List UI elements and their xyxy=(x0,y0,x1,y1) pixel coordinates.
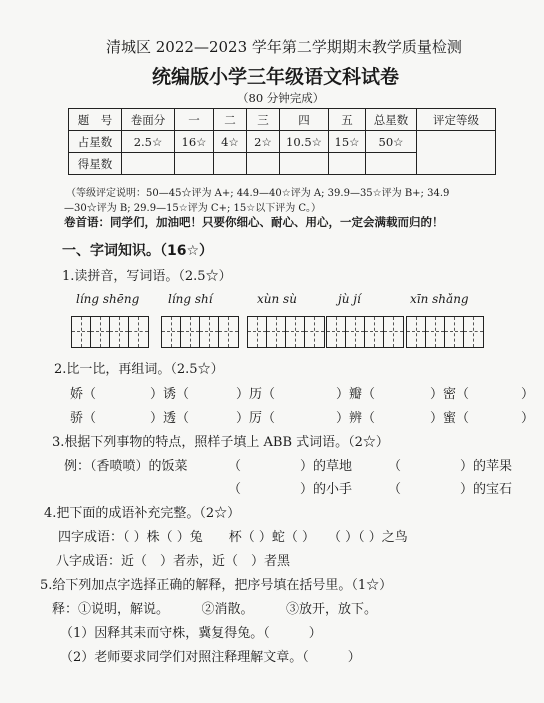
table-cell: 题 号 xyxy=(69,109,122,131)
pinyin-label: xùn sù xyxy=(257,292,297,306)
table-cell: 15☆ xyxy=(329,131,366,153)
grading-note-line2: —30☆评为 B; 29.9—15☆评为 C+; 15☆以下评为 C。） xyxy=(64,203,322,214)
table-cell: 二 xyxy=(214,109,247,131)
exam-header-line: 清城区 2022—2023 学年第二学期期末教学质量检测 xyxy=(106,38,462,56)
pinyin-label: xīn shǎng xyxy=(410,292,469,306)
fill-text: ）的宝石 xyxy=(460,482,513,497)
table-cell: 四 xyxy=(280,109,329,131)
question-title: 5.给下列加点字选择正确的解释，把序号填在括号里。（1☆） xyxy=(40,578,393,593)
table-row xyxy=(69,131,496,153)
bracket-open: （ xyxy=(388,482,402,497)
question-item: （2）老师要求同学们对照注释理解文章。（ ） xyxy=(60,650,361,665)
exam-duration: （80 分钟完成） xyxy=(237,91,325,105)
grading-note-line1: （等级评定说明：50—45☆评为 A+; 44.9—40☆评为 A; 39.9—35☆评为 B+; 34.9 xyxy=(66,188,450,199)
question-title: 1.读拼音，写词语。（2.5☆） xyxy=(62,269,232,284)
question-title: 3.根据下列事物的特点，照样子填上 ABB 式词语。（2☆） xyxy=(52,435,389,450)
compare-item: ）厉（ xyxy=(236,411,276,426)
bracket-open: （ xyxy=(228,459,242,474)
score-table xyxy=(68,108,496,175)
question-item: （1）因释其耒而守株，冀复得兔。（ ） xyxy=(60,626,322,641)
pinyin-label: líng shí xyxy=(168,292,213,306)
fill-text: ）的小手 xyxy=(300,482,353,497)
writing-box[interactable] xyxy=(161,316,239,348)
compare-item: ）瓣（ xyxy=(336,387,376,402)
table-cell: 三 xyxy=(247,109,280,131)
compare-item: 骄（ xyxy=(70,411,97,426)
writing-box[interactable] xyxy=(247,316,325,348)
score-input-cell[interactable] xyxy=(280,153,329,175)
table-cell: 总星数 xyxy=(366,109,417,131)
compare-item: ）蜜（ xyxy=(430,411,470,426)
score-input-cell[interactable] xyxy=(366,153,417,175)
compare-item: ） xyxy=(521,387,535,402)
example-text: 例：（香喷喷）的饭菜 xyxy=(64,459,188,474)
score-input-cell[interactable] xyxy=(175,153,214,175)
table-cell: 16☆ xyxy=(175,131,214,153)
bracket-open: （ xyxy=(228,482,242,497)
compare-item: ）诱（ xyxy=(150,387,190,402)
table-cell: 占星数 xyxy=(69,131,122,153)
writing-box[interactable] xyxy=(406,316,484,348)
exam-title: 统编版小学三年级语文科试卷 xyxy=(152,66,400,88)
table-cell: 一 xyxy=(175,109,214,131)
idiom-line: 四字成语：（ ）株（ ）兔 杯（ ）蛇（ ） （ ）（ ）之鸟 xyxy=(58,530,408,545)
table-cell: 2.5☆ xyxy=(122,131,175,153)
table-cell: 4☆ xyxy=(214,131,247,153)
grade-cell[interactable] xyxy=(417,131,496,175)
score-input-cell[interactable] xyxy=(122,153,175,175)
question-title: 4.把下面的成语补充完整。（2☆） xyxy=(44,506,241,521)
table-cell: 评定等级 xyxy=(417,109,496,131)
table-cell: 卷面分 xyxy=(122,109,175,131)
score-input-cell[interactable] xyxy=(214,153,247,175)
writing-box[interactable] xyxy=(326,316,404,348)
bracket-open: （ xyxy=(388,459,402,474)
compare-item: ）密（ xyxy=(430,387,470,402)
table-cell: 10.5☆ xyxy=(280,131,329,153)
compare-item: ） xyxy=(521,411,535,426)
score-input-cell[interactable] xyxy=(329,153,366,175)
section-title: 一、字词知识。（16☆） xyxy=(62,243,214,259)
pinyin-label: líng shēng xyxy=(76,292,140,306)
preface: 卷首语：同学们，加油吧！只要你细心、耐心、用心，一定会满载而归的！ xyxy=(64,215,444,229)
compare-item: ）历（ xyxy=(236,387,276,402)
table-row xyxy=(69,109,496,131)
question-title: 2.比一比，再组词。（2.5☆） xyxy=(54,362,224,377)
table-cell: 50☆ xyxy=(366,131,417,153)
options-line: 释：①说明，解说。 ②消散。 ③放开，放下。 xyxy=(52,602,378,617)
compare-item: ）透（ xyxy=(150,411,190,426)
fill-text: ）的苹果 xyxy=(460,459,513,474)
table-cell: 2☆ xyxy=(247,131,280,153)
table-cell: 得星数 xyxy=(69,153,122,175)
table-cell: 五 xyxy=(329,109,366,131)
pinyin-label: jù jí xyxy=(338,292,361,306)
compare-item: ）辨（ xyxy=(336,411,376,426)
score-input-cell[interactable] xyxy=(247,153,280,175)
writing-box[interactable] xyxy=(71,316,149,348)
fill-text: ）的草地 xyxy=(300,459,353,474)
compare-item: 娇（ xyxy=(70,387,97,402)
idiom-line: 八字成语：近（ ）者赤，近（ ）者黑 xyxy=(56,554,291,569)
